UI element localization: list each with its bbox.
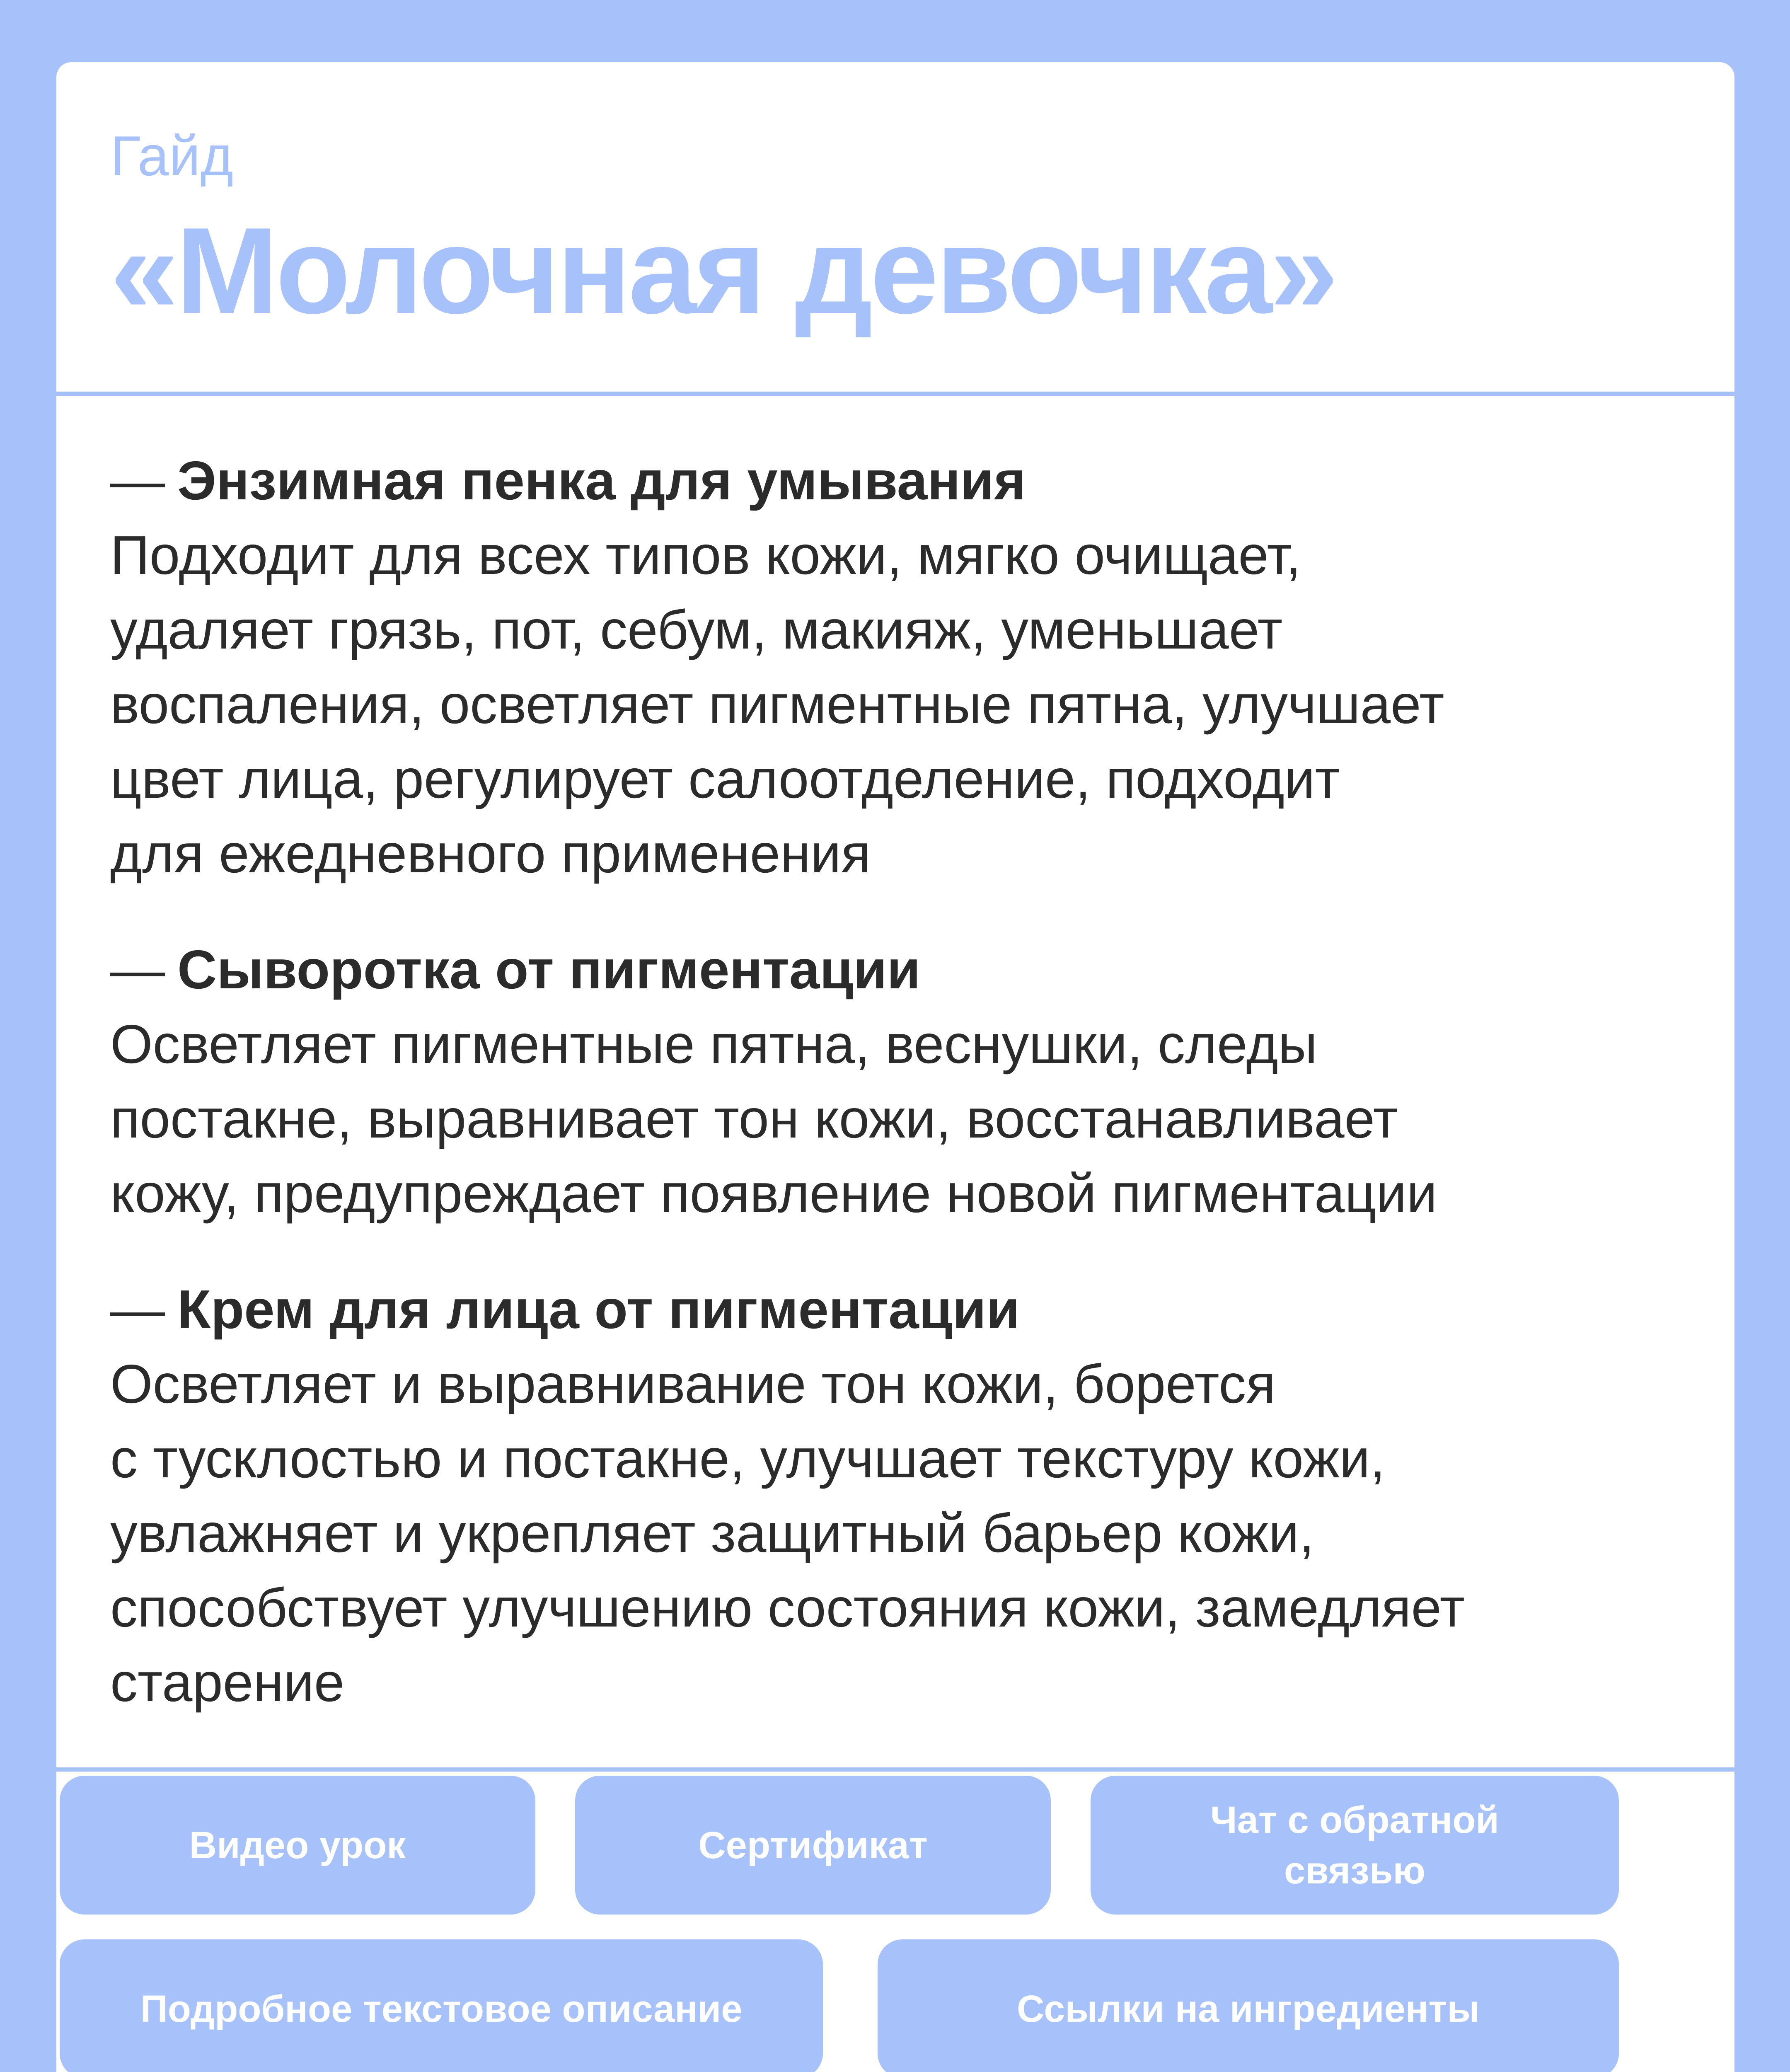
product-title <box>110 932 1710 1007</box>
title-dash: — <box>110 450 165 511</box>
video-lesson-button[interactable]: Видео урок <box>60 1776 535 1915</box>
guide-header <box>56 62 1734 394</box>
content-divider <box>56 1767 1734 1772</box>
product-section-cream <box>110 1272 1710 1720</box>
product-description: Осветляет и выравнивание тон кожи, борется с тусклостью и постакне, улучшает текстуру кожи, увлажняет и укрепляет защитный барьер кожи, способствует улучшению состояния кожи, замедляет старение <box>110 1353 1465 1713</box>
product-title-text: Сыворотка от пигментации <box>177 939 921 1000</box>
title-dash: — <box>110 1279 165 1340</box>
product-title <box>110 443 1710 518</box>
guide-kicker: Гайд <box>110 124 233 187</box>
product-description: Подходит для всех типов кожи, мягко очищает, удаляет грязь, пот, себум, макияж, уменьшает воспаления, осветляет пигментные пятна, улучшает цвет лица, регулирует салоотделение, подходит для ежедневного применения <box>110 525 1444 884</box>
product-list <box>110 443 1710 1720</box>
product-title-text: Крем для лица от пигментации <box>177 1279 1020 1340</box>
product-title-text: Энзимная пенка для умывания <box>177 450 1026 511</box>
product-section-foam <box>110 443 1710 891</box>
header-divider <box>56 392 1734 396</box>
ingredient-links-button[interactable]: Ссылки на ингредиенты <box>878 1939 1619 2072</box>
certificate-button[interactable]: Сертификат <box>575 1776 1051 1915</box>
product-title <box>110 1272 1710 1347</box>
product-description: Осветляет пигментные пятна, веснушки, следы постакне, выравнивает тон кожи, восстанавливает кожу, предупреждает появление новой пигментации <box>110 1014 1437 1224</box>
feedback-chat-button[interactable]: Чат с обратной связью <box>1091 1776 1619 1915</box>
guide-card <box>56 62 1734 2072</box>
detailed-description-button[interactable]: Подробное текстовое описание <box>60 1939 823 2072</box>
page-title: «Молочная девочка» <box>110 202 1336 339</box>
title-dash: — <box>110 939 165 1000</box>
product-section-serum <box>110 932 1710 1231</box>
